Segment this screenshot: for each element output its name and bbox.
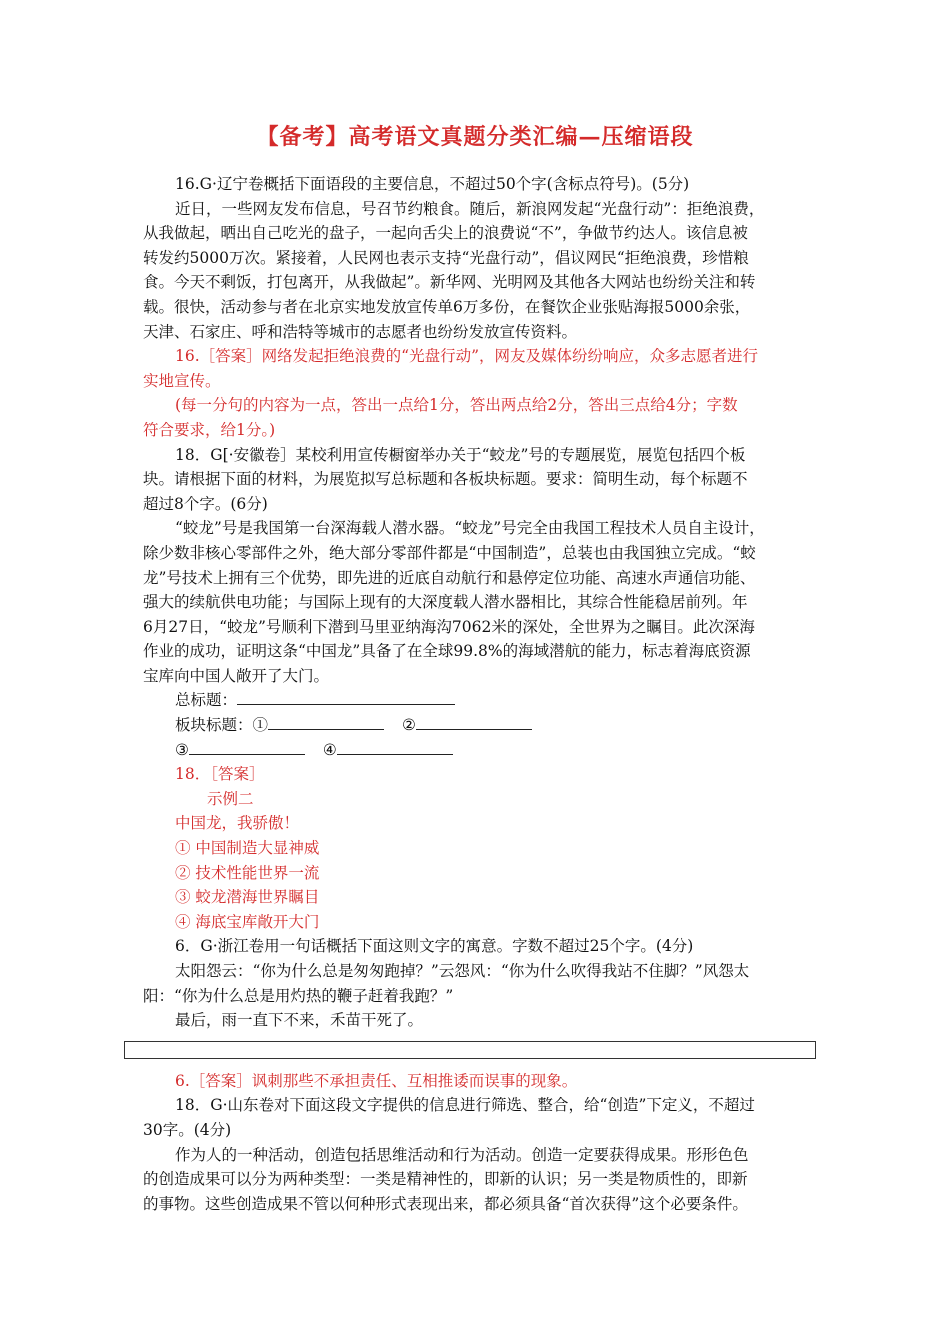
q16-answer-line: 实地宣传。 xyxy=(143,371,221,390)
q6-prompt: 6．G·浙江卷用一句话概括下面这则文字的寓意。字数不超过25个字。(4分) xyxy=(175,937,694,956)
q18b-passage-line: 作为人的一种活动，创造包括思维活动和行为活动。创造一定要获得成果。形形色色 xyxy=(175,1145,749,1164)
q18a-passage-line: 龙”号技术上拥有三个优势，即先进的近底自动航行和悬停定位功能、高速水声通信功能、 xyxy=(143,568,756,587)
main-title-row xyxy=(143,688,811,713)
q18a-passage-line: 强大的续航供电功能；与国际上现有的大深度载人潜水器相比，其综合性能稳居前列。年 xyxy=(143,593,748,612)
q18a-passage-line: 宝库向中国人敞开了大门。 xyxy=(143,666,330,685)
main-title-label: 总标题： xyxy=(175,691,238,710)
q16-passage-line: 载。很快，活动参与者在北京实地发放宣传单6万多份，在餐饮企业张贴海报5000余张， xyxy=(143,297,751,316)
q18a-passage-line: 作业的成功，证明这条“中国龙”具备了在全球99.8%的海域潜航的能力，标志着海底资源 xyxy=(143,642,751,661)
section-title-row-2 xyxy=(143,738,811,763)
document-title: 【备考】高考语文真题分类汇编—压缩语段 xyxy=(256,124,694,150)
q18a-passage-line: 6月27日，“蛟龙”号顺利下潜到马里亚纳海沟7062米的深处，全世界为之瞩目。此次深海 xyxy=(143,617,755,636)
q18a-answer-item: ③ 蛟龙潜海世界瞩目 xyxy=(175,888,320,907)
q6-passage-line: 太阳怨云：“你为什么总是匆匆跑掉？”云怨风：“你为什么吹得我站不住脚？”风怨太 xyxy=(175,962,750,980)
q16-passage-line: 转发约5000万次。紧接着，人民网也表示支持“光盘行动”，倡议网民“拒绝浪费，珍惜粮 xyxy=(143,248,749,267)
q18b-passage-line: 的创造成果可以分为两种类型：一类是精神性的，即新的认识；另一类是物质性的，即新 xyxy=(143,1170,748,1189)
main-title-blank[interactable] xyxy=(237,690,455,705)
q18a-answer-item: ② 技术性能世界一流 xyxy=(175,863,320,882)
blank-marker-4: ④ xyxy=(322,740,337,759)
q18a-answer-item: ① 中国制造大显神威 xyxy=(175,839,320,858)
q6-answer: 6.［答案］讽刺那些不承担责任、互相推诿而误事的现象。 xyxy=(175,1071,578,1090)
blank-marker-1: ① xyxy=(252,716,269,735)
q6-passage-line: 最后，雨一直下不来，禾苗干死了。 xyxy=(175,1011,424,1030)
q18a-answer-item: 中国龙，我骄傲！ xyxy=(175,814,300,833)
blank-marker-2: ② xyxy=(402,716,416,735)
section-blank-3[interactable] xyxy=(189,740,305,755)
q16-passage-line: 食。今天不剩饭，打包离开，从我做起”。新华网、光明网及其他各大网站也纷纷关注和转 xyxy=(143,273,756,292)
section-blank-1[interactable] xyxy=(268,715,384,730)
blank-marker-3: ③ xyxy=(175,740,189,759)
document-body xyxy=(143,172,811,1216)
q6-passage-line: 阳：“你为什么总是用灼热的鞭子赶着我跑？” xyxy=(143,986,454,1005)
q16-passage-line: 天津、石家庄、呼和浩特等城市的志愿者也纷纷发放宣传资料。 xyxy=(143,322,578,341)
q18b-prompt-line: 18．G·山东卷对下面这段文字提供的信息进行筛选、整合，给“创造”下定义，不超过 xyxy=(175,1096,755,1115)
q18a-example-label: 示例二 xyxy=(207,789,254,808)
q16-passage-line: 从我做起，晒出自己吃光的盘子，一起向舌尖上的浪费说“不”，争做节约达人。该信息被 xyxy=(143,224,748,243)
answer-box[interactable] xyxy=(124,1041,816,1059)
section-title-label: 板块标题： xyxy=(175,716,253,735)
q16-scoring-line: 符合要求，给1分。) xyxy=(143,420,276,439)
section-blank-2[interactable] xyxy=(416,715,532,730)
q18b-prompt-line: 30字。(4分) xyxy=(143,1120,232,1139)
q16-scoring-line: (每一分句的内容为一点，答出一点给1分，答出两点给2分，答出三点给4分；字数 xyxy=(175,396,738,415)
q18a-prompt-line: 18．G[·安徽卷］某校利用宣传橱窗举办关于“蛟龙”号的专题展览，展览包括四个板 xyxy=(175,445,746,464)
q18a-answer-label: 18．［答案］ xyxy=(175,765,265,784)
q16-prompt: 16.G·辽宁卷概括下面语段的主要信息，不超过50个字(含标点符号)。(5分) xyxy=(175,175,690,193)
q18a-prompt-line: 超过8个字。(6分) xyxy=(143,494,268,513)
section-title-row xyxy=(143,713,811,738)
q18a-prompt-line: 块。请根据下面的材料，为展览拟写总标题和各板块标题。要求：简明生动，每个标题不 xyxy=(143,470,748,489)
section-blank-4[interactable] xyxy=(337,740,453,755)
q18b-passage-line: 的事物。这些创造成果不管以何种形式表现出来，都必须具备“首次获得”这个必要条件。 xyxy=(143,1194,748,1213)
q18a-answer-item: ④ 海底宝库敞开大门 xyxy=(175,912,320,931)
q16-answer-line: 16.［答案］网络发起拒绝浪费的“光盘行动”，网友及媒体纷纷响应，众多志愿者进行 xyxy=(175,347,759,366)
q16-passage-line: 近日，一些网友发布信息，号召节约粮食。随后，新浪网发起“光盘行动”：拒绝浪费， xyxy=(175,199,765,218)
q18a-passage-line: “蛟龙”号是我国第一台深海载人潜水器。“蛟龙”号完全由我国工程技术人员自主设计， xyxy=(175,519,765,538)
q18a-passage-line: 除少数非核心零部件之外，绝大部分零部件都是“中国制造”，总装也由我国独立完成。“蛟 xyxy=(143,543,756,562)
